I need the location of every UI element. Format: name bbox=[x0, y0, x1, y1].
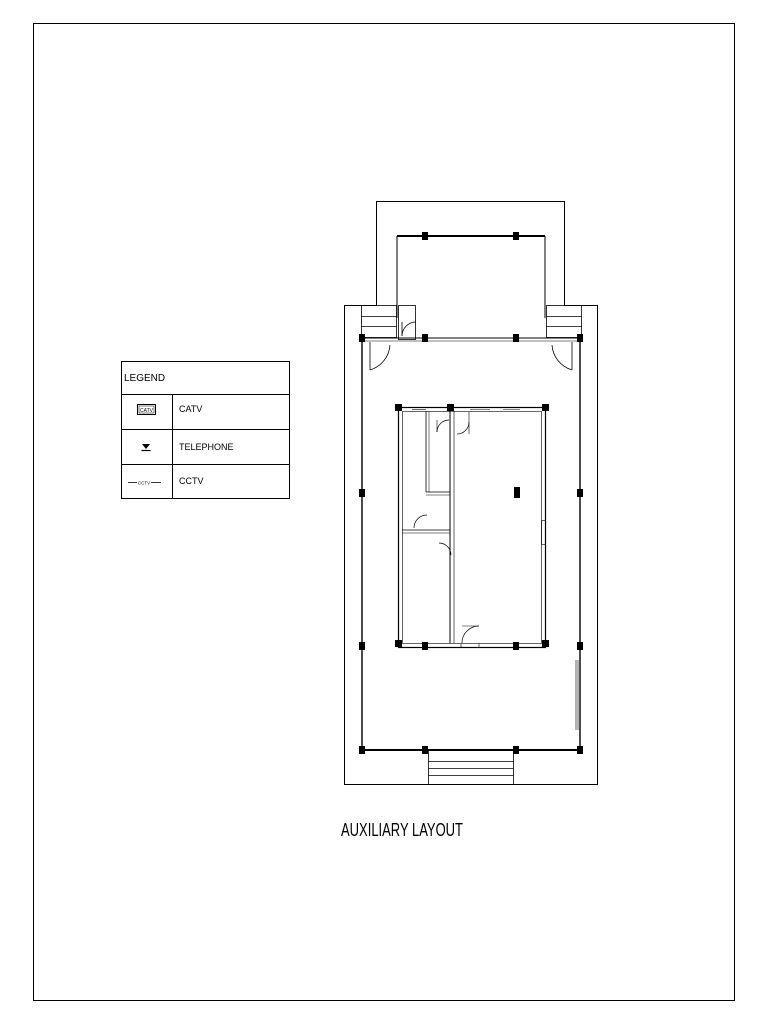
legend-item-catv: CATV bbox=[179, 404, 203, 414]
catv-symbol-text: CATV bbox=[140, 408, 153, 414]
veranda-left-door bbox=[370, 342, 390, 370]
upper-left-steps bbox=[362, 306, 397, 338]
drawing-title: AUXILIARY LAYOUT bbox=[341, 820, 463, 840]
canopy-door bbox=[399, 306, 417, 340]
veranda-right-door bbox=[552, 342, 572, 370]
telephone-triangle-icon bbox=[142, 444, 151, 451]
legend-item-telephone: TELEPHONE bbox=[179, 442, 234, 452]
upper-right-steps bbox=[547, 306, 582, 338]
slab-outline bbox=[345, 202, 598, 785]
cctv-line-icon bbox=[128, 481, 161, 486]
legend-item-cctv: CCTV bbox=[179, 476, 204, 486]
sheet-border bbox=[34, 24, 735, 1001]
device-marker bbox=[514, 487, 520, 498]
inner-building bbox=[399, 408, 546, 648]
column-markers bbox=[359, 232, 583, 754]
cctv-symbol-text: CCTV bbox=[137, 480, 151, 486]
catv-box-icon bbox=[138, 405, 156, 415]
upper-canopy bbox=[397, 236, 545, 318]
legend-title: LEGEND bbox=[124, 373, 166, 384]
bottom-steps bbox=[429, 751, 514, 785]
floor-plan bbox=[345, 202, 598, 785]
